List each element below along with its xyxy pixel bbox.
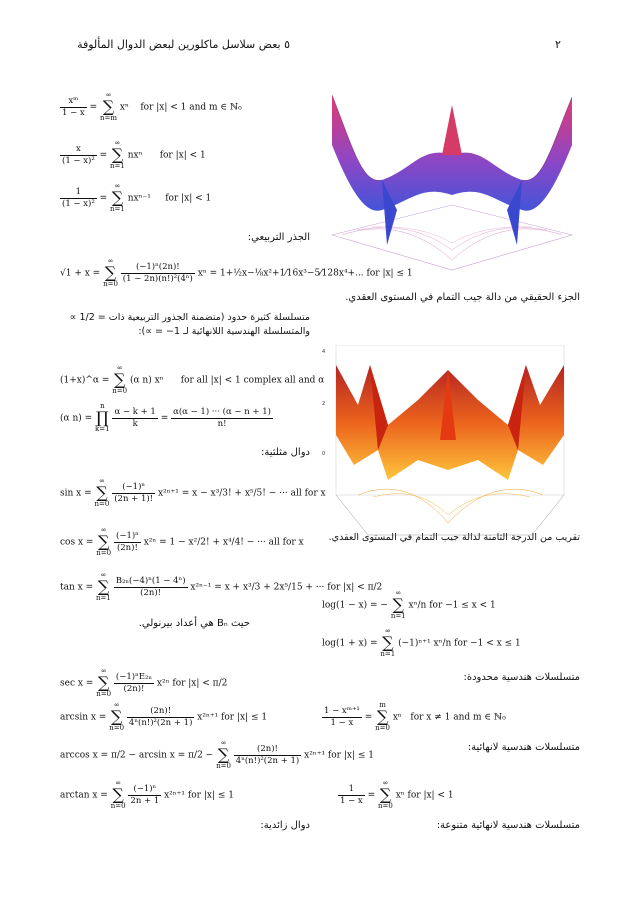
sqrt-num: (−1)ⁿ(2n)! [121,263,195,274]
binom-def-lhs: (α n) = [60,413,93,424]
log2-rhs: (−1)ⁿ⁺¹ xⁿ/n for −1 < x ≤ 1 [398,638,521,649]
cos-lhs: cos x = [60,537,94,548]
sum-bot: n=0 [94,500,110,508]
sum-top: ∞ [115,779,122,787]
formula-cos-series: cos x = ∞ ∑ n=0 $\frac{\text{(−1)ⁿ}}{(2n)!}$ x²ⁿ = 1 − x²/2! + x⁴/4! − ··· all for x [60,526,304,557]
binom-lhs: (1+x)^α = [60,375,110,386]
binomial-note-line1: متسلسلة كثيرة حدود (متضمنة الجذور التربيعية ذات = 1/2 ∝ [69,312,310,323]
formula-binomial-coefficient: (α n) = n ∏ k=1 $\frac{\alpha - k + 1}{k}$ = $\frac{\alpha(\alpha - 1) \cdot\cdot\cdot (\alpha - n + 1)}{n!}$ [60,402,271,433]
arcsin-num: (2n)! [127,707,194,718]
formula-log-one-plus-x: log(1 + x) = ∞ ∑ n=1 (−1)ⁿ⁺¹ xⁿ/n for −1 < x ≤ 1 [322,627,521,658]
tan-num: B₂ₙ(−4)ⁿ(1 − 4ⁿ) [115,576,186,586]
sum-bot: n=1 [110,162,125,170]
bernoulli-note: حيث Bₙ هي أعداد بيرنولي. [138,618,250,629]
binomial-note-line2: والمتسلسلة الهندسية اللانهائية لـ 1− = ∝): [138,326,310,337]
log2-lhs: log(1 + x) = [322,638,378,649]
geomi-lhs-num: 1 [338,785,365,796]
binom-def-den2: n! [217,418,227,429]
cos-den: (2n)! [116,542,138,553]
sum-top: m [379,701,386,709]
sum-bot: n=0 [378,802,393,810]
arctan-den: 2n + 1 [130,795,160,806]
arctan-num: (−1)ⁿ [128,785,161,796]
sum-bot: n=0 [103,280,118,288]
sec-lhs: sec x = [60,678,94,689]
arccos-num: (2n)! [234,745,301,756]
sum-top: ∞ [107,257,114,265]
f2-rhs: nxⁿ [127,150,143,161]
surface-plot-orange [318,345,580,545]
sum-top: ∞ [114,139,121,147]
arcsin-lhs: arcsin x = [60,712,107,723]
binom-def-num2: α(α − 1) ··· (α − n + 1) [173,407,271,417]
f1-rhs: xⁿ [119,102,129,113]
tan-den: (2n)! [140,587,162,598]
sum-top: ∞ [100,526,107,534]
f2-lhs-num: x [60,145,97,156]
arctan-lhs: arctan x = [60,790,108,801]
sqrt-heading: الجذر التربيعي: [247,232,310,243]
arccos-rhs: x²ⁿ⁺¹ for |x| ≤ 1 [304,750,374,761]
binom-def-den1: k [132,418,138,429]
cos-rhs: x²ⁿ = 1 − x²/2! + x⁴/4! − ··· all for x [143,537,304,548]
arccos-lhs: arccos x = π/2 − arcsin x = π/2 − [60,750,214,761]
sum-top: ∞ [395,589,402,597]
sin-rhs: x²ⁿ⁺¹ = x − x³/3! + x⁵/5! − ··· all for x [157,488,326,499]
f2-lhs-den: (1 − x)² [62,155,95,166]
sum-bot: n=0 [112,387,128,395]
sum-bot: n=1 [380,650,396,658]
prod-bot: k=1 [95,425,110,433]
f3-lhs-num: 1 [60,188,97,199]
f3-cond: for |x| < 1 [165,193,212,204]
f2-cond: for |x| < 1 [159,150,206,161]
f1-lhs-num: xᵐ [60,97,87,108]
trig-heading: دوال مثلثية: [261,447,310,458]
sum-bot: n=0 [96,549,112,557]
sum-top: ∞ [382,779,389,787]
geomf-cond: for x ≠ 1 and m ∈ ℕ₀ [410,712,506,723]
formula-nx-series: $\frac{x}{\text{(1 − x)²}}$ = ∞ ∑ n=1 nxⁿ for |x| < 1 [62,139,206,170]
sqrt-rhs: xⁿ = 1+½x−⅛x²+1⁄16x³−5⁄128x⁴+... for |x| ≤ 1 [197,268,413,279]
svg-text:0: 0 [322,451,326,457]
f3-lhs-den: (1 − x)² [62,198,95,209]
sqrt-caption: الجزء الحقيقي من دالة جيب التمام في المستوى العقدي. [345,292,580,303]
f3-rhs: nxⁿ⁻¹ [127,193,151,204]
sum-top: ∞ [100,667,107,675]
formula-geometric-shift: $\frac{\text{xᵐ}}{1 - x}$ = ∞ ∑ n=m xⁿ for |x| < 1 and m ∈ ℕ₀ [62,91,242,122]
formula-finite-geometric: $\frac{\text{1 − xᵐ⁺¹}}{1 - x}$ = m ∑ n=0 xⁿ for x ≠ 1 and m ∈ ℕ₀ [324,701,506,732]
sec-rhs: x²ⁿ for |x| < π/2 [156,678,228,689]
arcsin-rhs: x²ⁿ⁺¹ for |x| ≤ 1 [197,712,268,723]
binom-def-num1: α − k + 1 [114,407,156,417]
sum-bot: n=0 [96,690,112,698]
geomf-lhs-num: 1 − xᵐ⁺¹ [324,706,360,716]
formula-arcsin-series: arcsin x = ∞ ∑ n=0 $\frac{(2n)!}{\text{4ⁿ(n!)²(2n + 1)}}$ x²ⁿ⁺¹ for |x| ≤ 1 [60,701,268,732]
sin-num: (−1)ⁿ [112,483,155,494]
sum-top: ∞ [100,571,107,579]
sum-bot: n=1 [96,594,111,602]
page-header-title: ٥ بعض سلاسل ماكلورين لبعض الدوال المألوفة [77,38,290,51]
formula-infinite-geometric: $\frac{1}{1 - x}$ = ∞ ∑ n=0 xⁿ for |x| < 1 [340,779,454,810]
hyperbolic-heading: دوال زائدية: [260,820,310,831]
sec-num: (−1)ⁿE₂ₙ [115,672,153,682]
sum-top: ∞ [114,182,121,190]
sum-bot: n=0 [110,802,126,810]
log1-rhs: xⁿ/n for −1 ≤ x < 1 [408,600,496,611]
sum-bot: n=1 [390,612,406,620]
formula-tan-series: tan x = ∞ ∑ n=1 $\frac{\text{B₂ₙ(−4)ⁿ(1 − 4ⁿ)}}{(2n)!}$ x²ⁿ⁻¹ = x + x³/3 + 2x⁵/15 + ··· for |x| < π/2 [60,571,383,602]
sum-top: ∞ [116,364,123,372]
sum-bot: n=0 [109,724,125,732]
sec-den: (2n)! [123,683,145,694]
formula-binomial-series: (1+x)^α = ∞ ∑ n=0 (α n) xⁿ for all |x| < 1 complex all and α [60,364,325,395]
infinite-geometric-variants-heading: متسلسلات هندسية لانهائية متنوعة: [436,820,580,831]
formula-sin-series: sin x = ∞ ∑ n=0 $\frac{\text{(−1)ⁿ}}{(2n + 1)!}$ x²ⁿ⁺¹ = x − x³/3! + x⁵/5! − ··· all for x [60,477,326,508]
sum-top: ∞ [220,739,227,747]
formula-log-one-minus-x: log(1 − x) = − ∞ ∑ n=1 xⁿ/n for −1 ≤ x < 1 [322,589,496,620]
sum-top: ∞ [105,91,112,99]
sum-top: ∞ [384,627,391,635]
sum-bot: n=1 [110,205,125,213]
geomf-rhs: xⁿ [392,712,402,723]
formula-arctan-series: arctan x = ∞ ∑ n=0 $\frac{\text{(−1)ⁿ}}{2n + 1}$ x²ⁿ⁺¹ for |x| ≤ 1 [60,779,234,810]
binom-rhs: (α n) xⁿ [129,375,164,386]
tan-lhs: tan x = [60,582,94,593]
tan-rhs: x²ⁿ⁻¹ = x + x³/3 + 2x⁵/15 + ··· for |x| < π/2 [190,582,383,593]
arcsin-den: 4ⁿ(n!)²(2n + 1) [128,717,193,728]
sum-bot: n=0 [375,724,390,732]
sum-bot: n=m [100,114,118,122]
prod-top: n [100,402,105,410]
svg-text:2: 2 [322,401,326,407]
binom-cond: for all |x| < 1 complex all and α [180,375,325,386]
arccos-den: 4ⁿ(n!)²(2n + 1) [235,755,300,766]
surface-plot-purple [322,85,582,285]
sqrt-lhs: √1 + x = [60,268,101,279]
log1-lhs: log(1 − x) = − [322,600,388,611]
page-number: ٢ [555,38,561,51]
sum-top: ∞ [113,701,120,709]
formula-arccos-series: arccos x = π/2 − arcsin x = π/2 − ∞ ∑ n=0 $\frac{(2n)!}{\text{4ⁿ(n!)²(2n + 1)}}$ x²ⁿ⁺¹ for |x| ≤ 1 [60,739,374,770]
svg-text:4: 4 [322,349,326,355]
infinite-geometric-heading: متسلسلات هندسية لانهائية: [467,742,580,753]
sin-den: (2n + 1)! [114,493,154,504]
sqrt-den: (1 − 2n)(n!)²(4ⁿ) [122,273,193,284]
cos-num: (−1)ⁿ [116,531,139,541]
cos-caption: تقريب من الدرجة الثامنة لدالة جيب التمام في المستوى العقدي. [328,532,580,543]
geomi-lhs-den: 1 − x [340,795,363,806]
formula-sec-series: sec x = ∞ ∑ n=0 $\frac{\text{(−1)ⁿE₂ₙ}}{(2n)!}$ x²ⁿ for |x| < π/2 [60,667,228,698]
finite-geometric-heading: متسلسلات هندسية محدودة: [463,672,580,683]
geomi-rhs: xⁿ for |x| < 1 [395,790,454,801]
arctan-rhs: x²ⁿ⁺¹ for |x| ≤ 1 [164,790,234,801]
formula-sqrt-series: √1 + x = ∞ ∑ n=0 $\frac{\text{(−1)ⁿ(2n)!}}{\text{(1 − 2n)(n!)²(4ⁿ)}}$ xⁿ = 1+½x−⅛x²+1⁄16x³−5⁄128x⁴+... for |x| ≤ 1 [60,257,413,288]
f1-cond: for |x| < 1 and m ∈ ℕ₀ [140,102,242,113]
formula-nx-minus-one-series: $\frac{1}{\text{(1 − x)²}}$ = ∞ ∑ n=1 nxⁿ⁻¹ for |x| < 1 [62,182,212,213]
sum-top: ∞ [99,477,105,485]
geomf-lhs-den: 1 − x [330,717,354,728]
sum-bot: n=0 [216,762,231,770]
f1-lhs-den: 1 − x [62,107,85,118]
sin-lhs: sin x = [60,488,92,499]
